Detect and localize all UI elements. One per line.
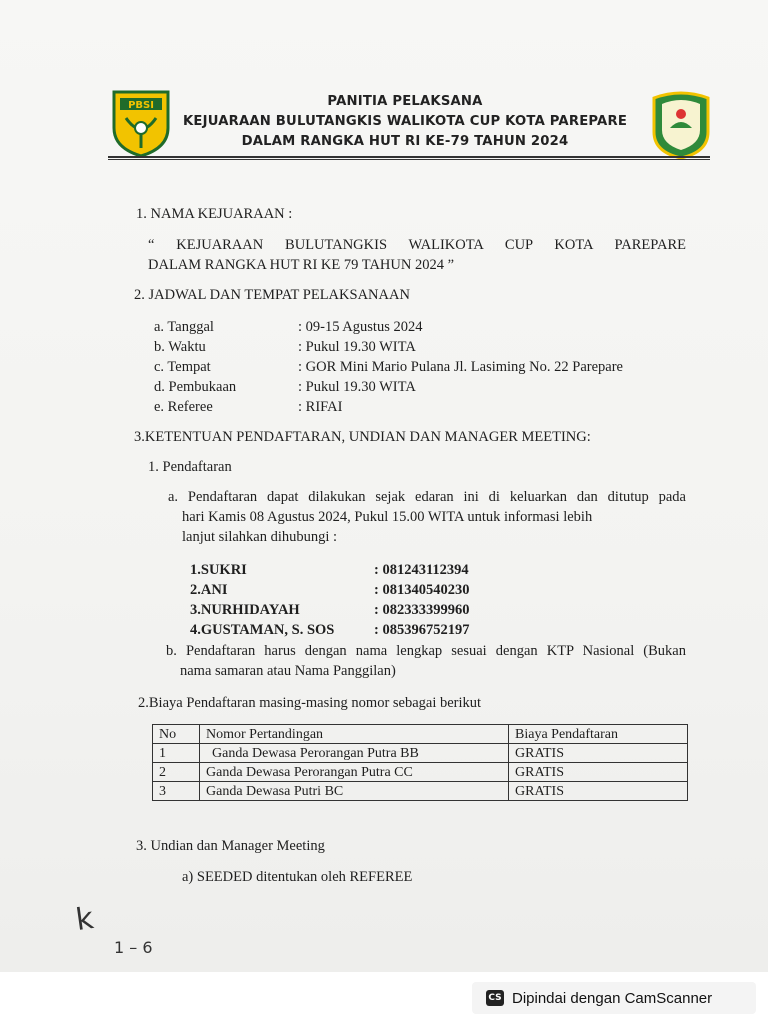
table-row [153,763,688,782]
fee-table [152,724,688,801]
contact-name: 4.GUSTAMAN, S. SOS [190,622,335,638]
handwritten-page-number: 1 – 6 [114,938,153,957]
pbsi-logo-icon [108,88,174,158]
registration-para-a-line-2: hari Kamis 08 Agustus 2024, Pukul 15.00 WITA untuk informasi lebih [182,509,593,525]
section-2-heading: 2. JADWAL DAN TEMPAT PELAKSANAAN [134,287,410,303]
draw-meeting-subheading: 3. Undian dan Manager Meeting [136,838,325,854]
letterhead-rule-thin [108,159,710,160]
schedule-label: b. Waktu [154,339,206,355]
letterhead-line-3: DALAM RANGKA HUT RI KE-79 TAHUN 2024 [241,134,569,149]
table-header-cell: Nomor Pertandingan [200,725,509,744]
table-cell: Ganda Dewasa Perorangan Putra BB [200,744,509,763]
table-cell: 3 [153,782,200,801]
table-cell: GRATIS [509,782,688,801]
letterhead-rule [108,156,710,158]
table-cell: Ganda Dewasa Putri BC [200,782,509,801]
registration-para-b-line-1: b. Pendaftaran harus dengan nama lengkap sesuai dengan KTP Nasional (Bukan [166,643,686,659]
schedule-label: e. Referee [154,399,213,415]
table-header-row [153,725,688,744]
registration-para-b-line-2: nama samaran atau Nama Panggilan) [180,663,396,679]
registration-para-a-line-1: a. Pendaftaran dapat dilakukan sejak edaran ini di keluarkan dan ditutup pada [168,489,686,505]
contact-name: 3.NURHIDAYAH [190,602,300,618]
contact-phone: : 085396752197 [374,622,470,638]
table-cell: 1 [153,744,200,763]
registration-para-a-line-3: lanjut silahkan dihubungi : [182,529,338,545]
camscanner-text: Dipindai dengan CamScanner [512,989,713,1007]
table-header-cell: Biaya Pendaftaran [509,725,688,744]
table-cell: GRATIS [509,763,688,782]
parepare-emblem-icon [650,88,712,160]
schedule-value: : RIFAI [298,399,343,415]
event-name-line-1: “ KEJUARAAN BULUTANGKIS WALIKOTA CUP KOTA PAREPARE [148,237,686,253]
schedule-label: d. Pembukaan [154,379,237,395]
table-row [153,744,688,763]
section-3-heading: 3.KETENTUAN PENDAFTARAN, UNDIAN DAN MANAGER MEETING: [134,429,591,445]
contact-phone: : 081340540230 [374,582,470,598]
schedule-value: : Pukul 19.30 WITA [298,379,416,395]
letterhead [170,92,640,152]
contact-phone: : 082333399960 [374,602,470,618]
camscanner-watermark [472,982,756,1014]
schedule-label: c. Tempat [154,359,211,375]
table-row [153,782,688,801]
registration-subheading: 1. Pendaftaran [148,459,232,475]
camscanner-icon: CS [486,990,504,1006]
letterhead-line-1: PANITIA PELAKSANA [327,94,483,109]
contact-name: 2.ANI [190,582,228,598]
schedule-value: : GOR Mini Mario Pulana Jl. Lasiming No. 22 Parepare [298,359,623,375]
schedule-value: : 09-15 Agustus 2024 [298,319,423,335]
table-cell: GRATIS [509,744,688,763]
draw-meeting-item-a: a) SEEDED ditentukan oleh REFEREE [182,869,413,885]
contact-phone: : 081243112394 [374,562,469,578]
schedule-label: a. Tanggal [154,319,214,335]
table-header-cell: No [153,725,200,744]
contact-name: 1.SUKRI [190,562,247,578]
handwritten-mark: k [73,900,96,939]
fee-subheading: 2.Biaya Pendaftaran masing-masing nomor sebagai berikut [138,695,482,711]
letterhead-line-2: KEJUARAAN BULUTANGKIS WALIKOTA CUP KOTA PAREPARE [182,114,628,129]
svg-text:PBSI: PBSI [128,100,154,111]
event-name-line-2: DALAM RANGKA HUT RI KE 79 TAHUN 2024 ” [148,257,455,273]
section-1-heading: 1. NAMA KEJUARAAN : [136,206,293,222]
schedule-value: : Pukul 19.30 WITA [298,339,416,355]
table-cell: 2 [153,763,200,782]
table-cell: Ganda Dewasa Perorangan Putra CC [200,763,509,782]
